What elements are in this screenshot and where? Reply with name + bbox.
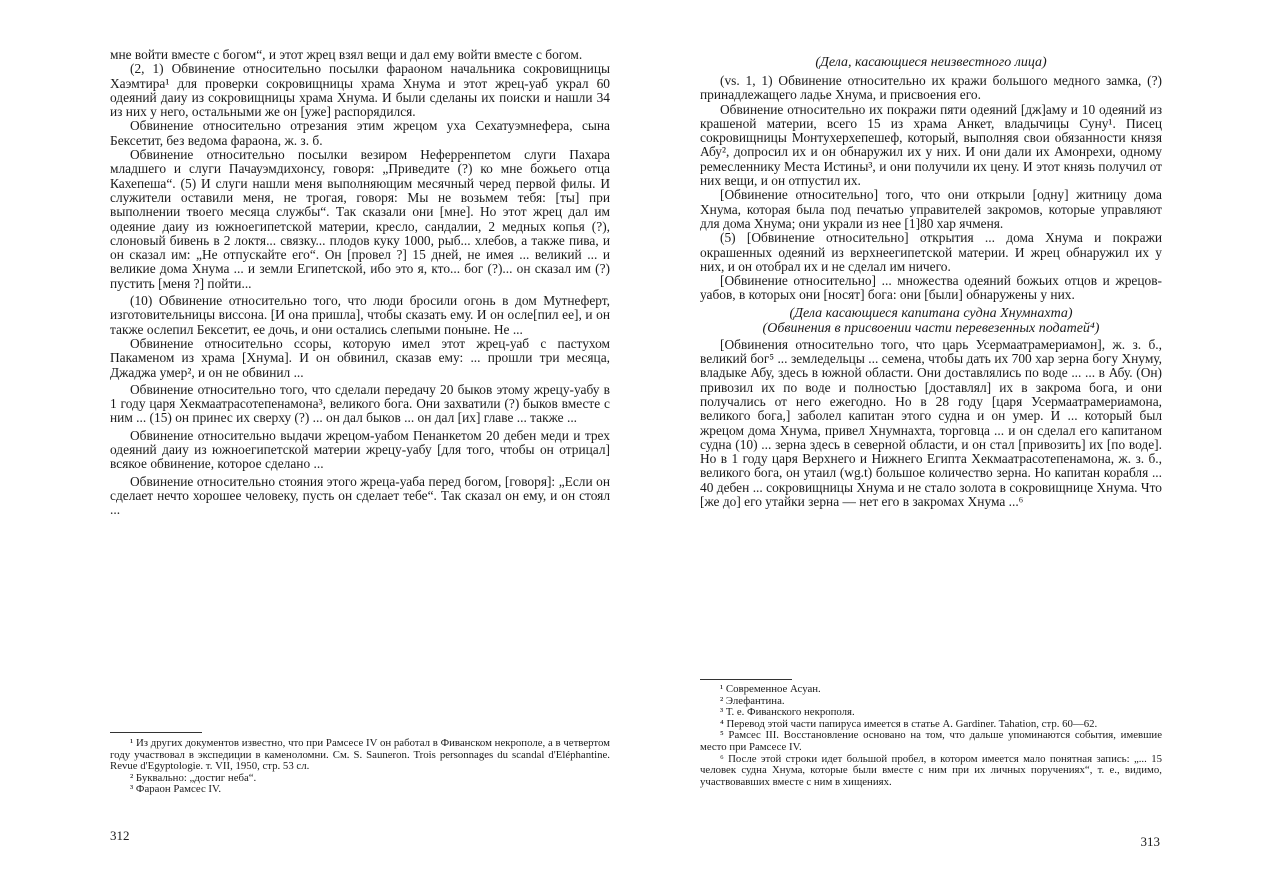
page-number: 313 [1140,834,1160,849]
footnote: ² Буквально: „достиг неба“. [130,771,257,784]
paragraph: Обвинение относительно посылки везиром Неферренпетом слуги Пахара младшего и слуги Пачауэмдихонсу, говоря: „Приведите (?) ко мне божьего отца Кахепеша“. (5) И слуги нашли меня выполняющим месячный черед первой филы. И служители оставили меня, не трогая, говоря: Мы не возьмем тебя: [ты] при выполнении твоего месяца службы“. Так сказали они [мне]. Но этот жрец дал им одеяние даиу из южноегипетской материи, кресло, сандалии, 2 медных копья (?), слоновый бивень в 2 локтя... связку... плодов куку 1000, рыб... хлебов, а также пива, и он сказал им: „Не отпускайте его“. Он [провел ?] 15 дней, не имея ... великий ... и великие дома Хнума ... и земли Египетской, ибо это я, кто... бог (?)... он сказал им (?) пустить [меня ?] пойти... [110,147,610,291]
paragraph: Обвинение относительно отрезания этим жрецом уха Сехатуэмнефера, сына Бексетит, без ведома фараона, ж. з. б. [110,118,610,148]
paragraph: Обвинение относительно их покражи пяти одеяний [дж]аму и 10 одеяний из крашеной материи, всего 15 из храма Анкет, владычицы Суну¹. Писец сокровищницы Монтухерхепешеф, который, выполняя свои обязанности князя Абу², допросил их и он обнаружил их у них. И они дали их Амонрехи, одному ремесленнику Места Истины³, и они получили их цену. И этот князь получил от них вещи, и он отпустил их. [700,101,1162,189]
paragraph: Обвинение относительно стояния этого жреца-уаба перед богом, [говоря]: „Если он сделает нечто хорошее человеку, пусть он сделает тебе“. Так сказал он ему, и он стоял ... [110,473,610,518]
paragraph: мне войти вместе с богом“, и этот жрец взял вещи и дал ему войти вместе с богом. [110,47,583,62]
right-page-body [700,74,1162,509]
footnote: ⁵ Рамсес III. Восстановление основано на том, что дальше упоминаются события, имевшие место при Рамсесе IV. [700,729,1162,753]
paragraph: Обвинение относительно выдачи жрецом-уабом Пенанкетом 20 дебен меди и трех одеяний даиу из южноегипетской материи жрецу-уабу [для того, чтобы он отрицал] всякое обвинение, которое сделано ... [110,427,610,472]
paragraph: [Обвинения относительно того, что царь Усермаатрамериамон], ж. з. б., великий бог⁵ ... земледельцы ... семена, чтобы дать их 700 хар зерна богу Хнуму, владыке Абу, здесь в южной области. Они доставлялись по воде ... ... в Абу. (Он) привозил их по воде и полностью [доставлял] их в закрома бога, и они получались от него ежегодно. Но в 28 году [царя Усермаатрамериамона, великого бога,] заболел капитан этого судна и он умер. И ... который был жрецом дома Хнума, привел Хнумнахта, торговца ... и он сделал его капитаном судна (10) ... зерна здесь в северной области, и он стал [привозить] их [по воде]. Но в 1 году царя Верхнего и Нижнего Египта Хекмаатрасотепенамона, ж. з. б., великого бога, он утаил (wg.t) большое количество зерна. Но капитан корабля ... 40 дебен ... сокровищницы Хнума и не стало золота в сокровищнице Хнума. Что [же до] его утайки зерна — нет его в закромах Хнума ...⁶ [700,336,1162,510]
footnote: ⁶ После этой строки идет большой пробел, в котором имеется мало понятная запись: „... 15 человек судна Хнума, которые были вместе с ним при их личных поручениях“, т. е., видимо, участвовавших вместе с ним в хищениях. [700,752,1162,788]
paragraph: Обвинение относительно того, что сделали передачу 20 быков этому жрецу-уабу в 1 году царя Хекмаатрасотепенамона³, великого бога. Они захватили (?) быков вместе с ним ... (15) он принес их сверху (?) ... он дал быков ... он дал [их] главе ... также ... [110,381,610,426]
section-subtitle: (Обвинения в присвоении части перевезенных податей⁴) [762,320,1100,336]
footnote: ¹ Современное Асуан. [720,683,821,695]
paragraph: (10) Обвинение относительно того, что люди бросили огонь в дом Мутнеферт, изготовительницы виссона. [И она пришла], чтобы сказать ему. И он осле[пил ее], и он также ослепил Бексетит, ее дочь, и они остались слепыми поныне. Не ... [110,293,610,337]
footnote: ² Элефантина. [720,694,785,707]
footnote: ³ Т. е. Фиванского некрополя. [720,706,855,719]
left-page-body [110,48,610,518]
footnote: ³ Фараон Рамсес IV. [130,783,222,796]
section-title: (Дела, касающиеся неизвестного лица) [815,55,1047,70]
paragraph: Обвинение относительно ссоры, которую имел этот жрец-уаб с пастухом Пакаменом из храма [Хнума]. И он обвинил, сказав ему: ... прошли три месяца, Джаджа умер², и он не обвинил ... [110,335,610,380]
footnote: ⁴ Перевод этой части папируса имеется в статье A. Gardiner. Tahation, стр. 60—62. [720,717,1098,730]
footnotes [110,738,610,796]
footnote: ¹ Из других документов известно, что при Рамсесе IV он работал в Фиванском некрополе, а в четвертом году участвовал в экспедиции в каменоломни. См. S. Sauneron. Trois personnages du scandal d'Eléphantine. Revue d'Egyptologie. т. VII, 1950, стр. 53 сл. [110,737,610,773]
paragraph: (5) [Обвинение относительно] открытия ... дома Хнума и покражи окрашенных одеяний из верхнеегипетской материи. И жрец обнаружил их у них, и он отобрал их и не сделал им ничего. [700,230,1162,274]
section-title: (Дела касающиеся капитана судна Хнумнахта) [789,305,1073,321]
paragraph: (vs. 1, 1) Обвинение относительно их кражи большого медного замка, (?) принадлежащего ладье Хнума, и присвоения его. [700,73,1162,103]
paragraph: [Обвинение относительно] того, что они открыли [одну] житницу дома Хнума, которая была под печатью управителей закромов, которые управляют для дома Хнума; они украли из нее [1]80 хар ячменя. [700,187,1162,231]
left-page [110,0,610,893]
footnote-rule [110,732,202,733]
footnotes [700,684,1162,788]
page-number: 312 [110,828,130,843]
right-page [700,0,1162,893]
footnote-rule [700,679,792,680]
paragraph: [Обвинение относительно] ... множества одеяний божьих отцов и жрецов-уабов, в которых они [носят] бога: они [были] обнаружены у них. [700,273,1162,303]
paragraph: (2, 1) Обвинение относительно посылки фараоном начальника сокровищницы Хаэмтира¹ для проверки сокровищницы храма Хнума и этот жрец-уаб украл 60 одеяний даиу из сокровищницы храма Хнума. И были сделаны их поиски и нашли 34 из них у него, остальными же он [уже] распорядился. [110,61,610,120]
